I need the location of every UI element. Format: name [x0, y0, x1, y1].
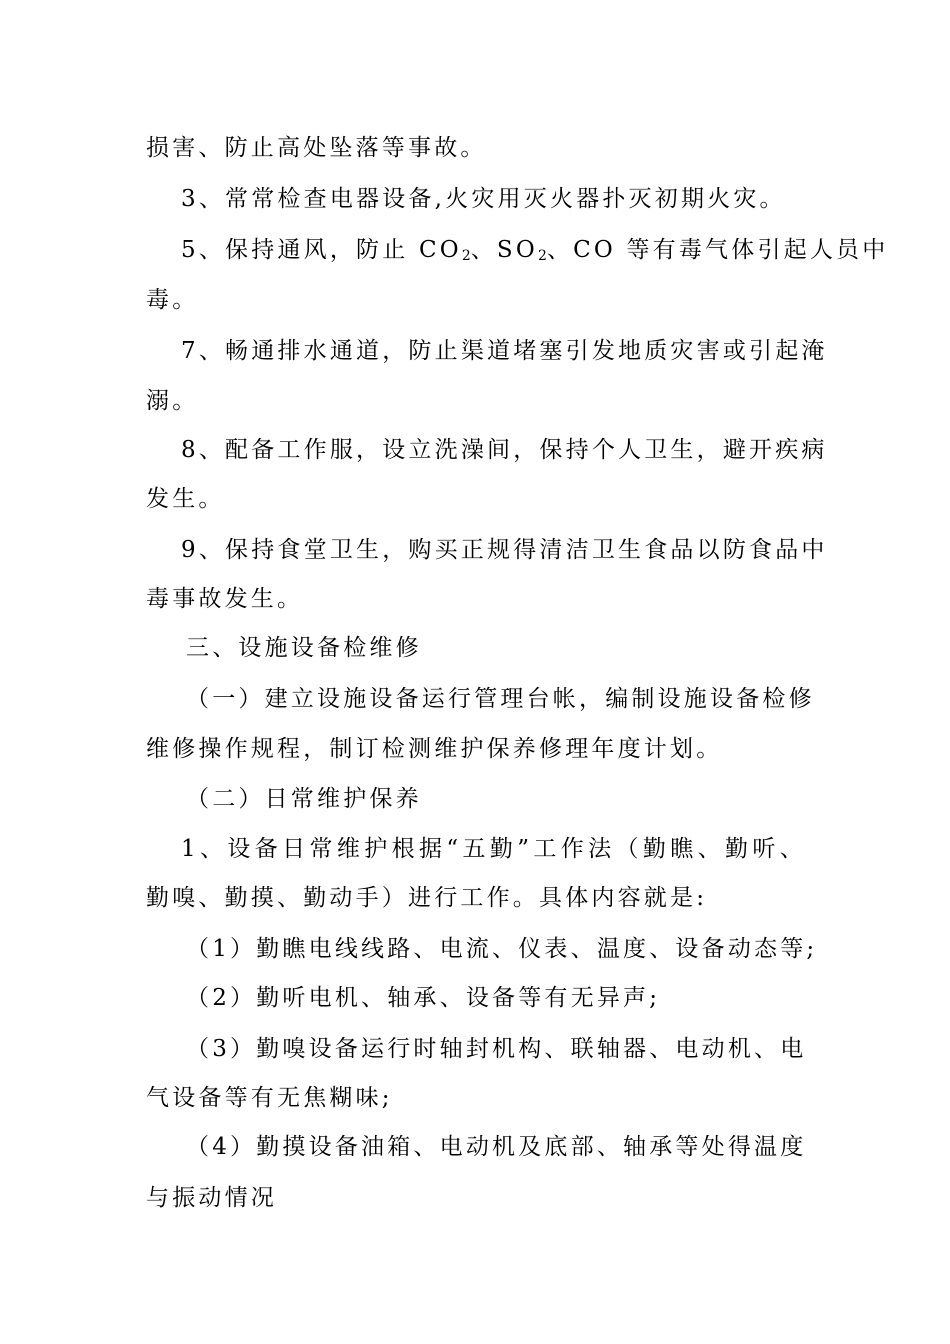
paragraph-line: （4）勤摸设备油箱、电动机及底部、轴承等处得温度	[186, 1134, 807, 1160]
paragraph-line: 维修操作规程，制订检测维护保养修理年度计划。	[146, 736, 723, 762]
text-fragment: 5、保持通风，防止 CO	[181, 237, 462, 263]
paragraph-line: 溺。	[146, 388, 199, 414]
paragraph-line: 勤嗅、勤摸、勤动手）进行工作。具体内容就是:	[146, 885, 708, 911]
paragraph-line: 毒事故发生。	[146, 586, 304, 612]
paragraph-line: 7、畅通排水通道，防止渠道堵塞引发地质灾害或引起淹	[181, 338, 828, 364]
paragraph-line: 8、配备工作服，设立洗澡间，保持个人卫生，避开疾病	[181, 437, 828, 463]
subscript: 2	[537, 248, 547, 264]
paragraph-line: （一）建立设施设备运行管理台帐，编制设施设备检修	[186, 686, 815, 712]
subscript: 2	[461, 248, 471, 264]
text-fragment: 、SO	[470, 237, 538, 263]
paragraph-line: 9、保持食堂卫生，购买正规得清洁卫生食品以防食品中	[181, 537, 828, 563]
paragraph-line-co2	[181, 235, 889, 265]
paragraph-line: 1、设备日常维护根据“五勤”工作法（勤瞧、勤听、	[181, 836, 806, 862]
paragraph-line: （1）勤瞧电线线路、电流、仪表、温度、设备动态等;	[186, 936, 818, 962]
paragraph-line: （3）勤嗅设备运行时轴封机构、联轴器、电动机、电	[186, 1036, 807, 1062]
paragraph-line: 气设备等有无焦糊味;	[146, 1085, 393, 1111]
subsection-heading: （二）日常维护保养	[186, 786, 422, 812]
paragraph-line: （2）勤听电机、轴承、设备等有无异声;	[186, 985, 661, 1011]
paragraph-line: 发生。	[146, 486, 225, 512]
section-heading: 三、设施设备检维修	[186, 635, 422, 661]
paragraph-line: 3、常常检查电器设备,火灾用灭火器扑灭初期火灾。	[181, 186, 786, 212]
text-fragment: 、CO 等有毒气体引起人员中	[546, 237, 889, 263]
paragraph-line: 损害、防止高处坠落等事故。	[146, 135, 487, 161]
paragraph-line: 与振动情况	[146, 1185, 277, 1211]
paragraph-line: 毒。	[146, 287, 199, 313]
